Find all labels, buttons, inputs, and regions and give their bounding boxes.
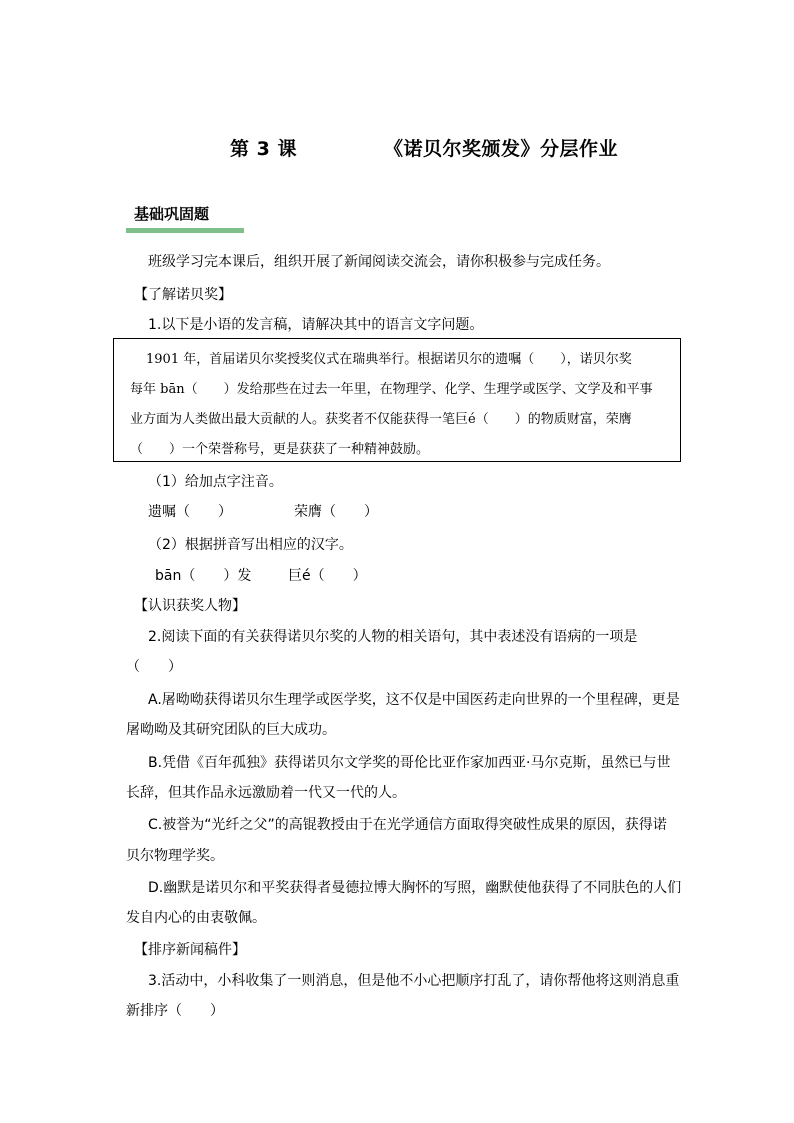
sub-question-1: （1）给加点字注音。 — [148, 474, 283, 490]
passage-line: （ ）一个荣誉称号，更是获获了一种精神鼓励。 — [130, 442, 430, 457]
part2-heading: 【认识获奖人物】 — [134, 598, 246, 614]
question-3: 3.活动中，小科收集了一则消息，但是他不小心把顺序打乱了，请你帮他将这则消息重 — [148, 973, 680, 989]
part1-heading: 【了解诺贝奖】 — [134, 287, 232, 303]
section-underline — [126, 228, 244, 233]
answer-blank: 巨é（ ） — [288, 568, 367, 584]
answer-blank: （ ） — [126, 659, 182, 675]
option-a: A.屠呦呦获得诺贝尔生理学或医学奖，这不仅是中国医药走向世界的一个里程碑，更是 — [148, 692, 680, 708]
question-2: 2.阅读下面的有关获得诺贝尔奖的人物的相关语句，其中表述没有语病的一项是 — [148, 629, 638, 645]
option-d: D.幽默是诺贝尔和平奖获得者曼德拉博大胸怀的写照，幽默使他获得了不同肤色的人们 — [148, 880, 682, 896]
question-3-cont: 新排序（ ） — [126, 1003, 224, 1019]
question-1: 1.以下是小语的发言稿，请解决其中的语言文字问题。 — [148, 317, 484, 333]
option-b: B.凭借《百年孤独》获得诺贝尔文学奖的哥伦比亚作家加西亚·马尔克斯，虽然已与世 — [148, 755, 671, 771]
sub-question-2: （2）根据拼音写出相应的汉字。 — [148, 537, 353, 553]
section-label: 基础巩固题 — [134, 205, 210, 223]
option-b-cont: 长辞，但其作品永远激励着一代又一代的人。 — [126, 785, 406, 801]
answer-blank: 荣膺（ ） — [294, 504, 378, 520]
lesson-number: 第 3 课 — [230, 138, 297, 160]
option-c: C.被誉为“光纤之父”的高锟教授由于在光学通信方面取得突破性成果的原因，获得诺 — [148, 817, 667, 833]
option-a-cont: 屠呦呦及其研究团队的巨大成功。 — [126, 722, 336, 738]
page-title: 《诺贝尔奖颁发》分层作业 — [384, 138, 619, 160]
option-c-cont: 贝尔物理学奖。 — [126, 848, 224, 864]
passage-line: 业方面为人类做出最大贡献的人。获奖者不仅能获得一笔巨é（ ）的物质财富，荣膺 — [130, 412, 632, 427]
option-d-cont: 发自内心的由衷敬佩。 — [126, 910, 266, 926]
passage-box — [113, 338, 681, 462]
part3-heading: 【排序新闻稿件】 — [134, 942, 246, 958]
answer-blank: 遗嘱（ ） — [148, 504, 232, 520]
passage-line: 1901 年，首届诺贝尔奖授奖仪式在瑞典举行。根据诺贝尔的遗嘱（ ），诺贝尔奖 — [146, 352, 632, 367]
passage-line: 每年 bān（ ）发给那些在过去一年里，在物理学、化学、生理学或医学、文学及和平事 — [130, 382, 653, 397]
answer-blank: bān（ ）发 — [155, 568, 252, 584]
intro-text: 班级学习完本课后，组织开展了新闻阅读交流会，请你积极参与完成任务。 — [148, 254, 610, 270]
